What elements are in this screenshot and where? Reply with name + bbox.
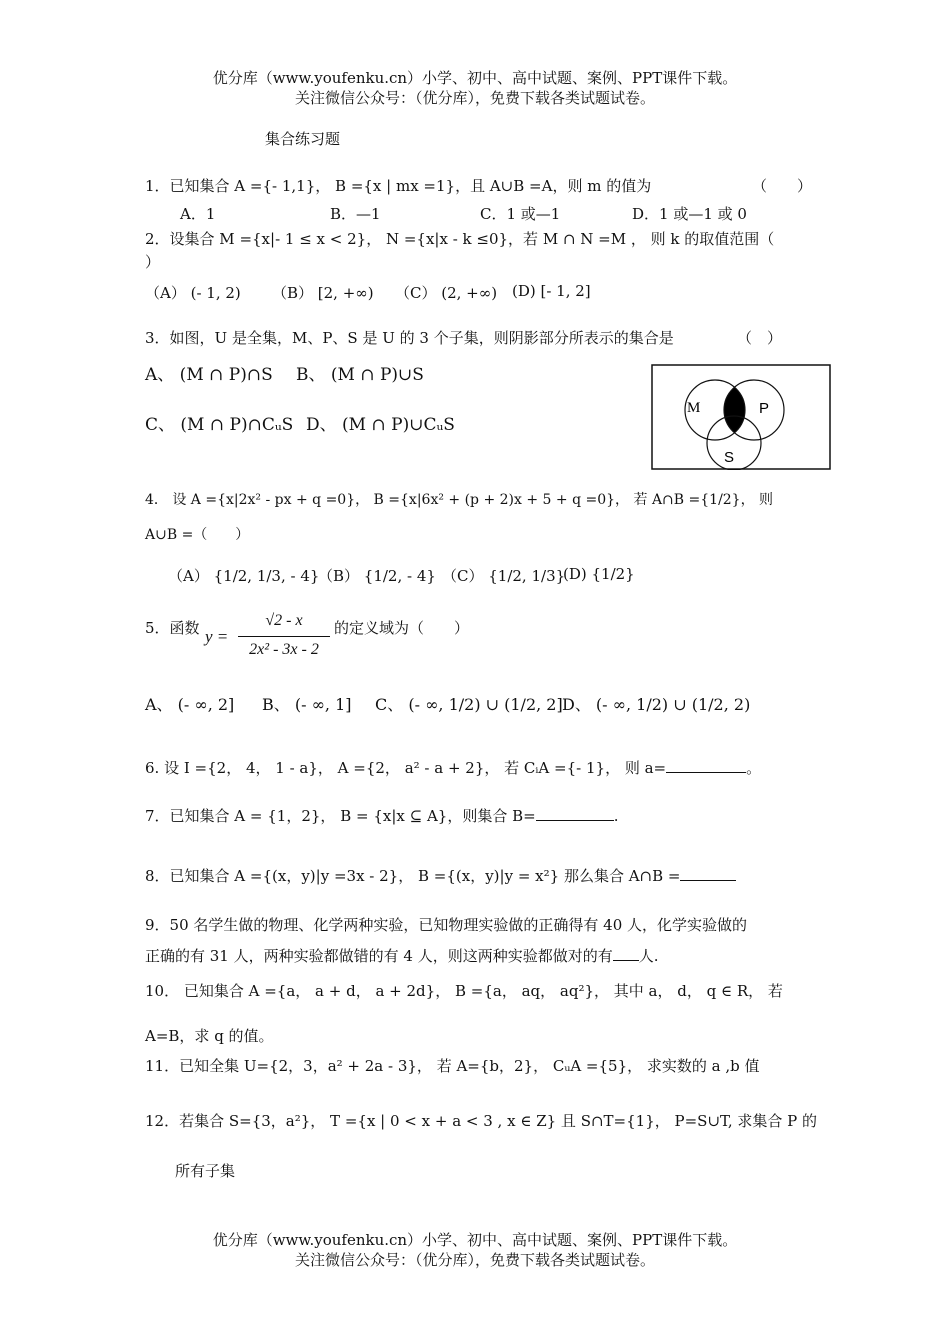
question-2-option-d: (D) [- 1, 2] (512, 282, 591, 300)
question-7-answer-blank[interactable] (536, 820, 614, 821)
question-6-end: 。 (746, 759, 762, 777)
question-2-option-c: （C） (2, +∞) (395, 284, 498, 302)
footer-line-2: 关注微信公众号：（优分库），免费下载各类试题试卷。 (294, 1251, 655, 1269)
question-9-answer-blank[interactable] (613, 960, 639, 961)
header-line-2: 关注微信公众号：（优分库），免费下载各类试题试卷。 (294, 89, 655, 107)
question-8-answer-blank[interactable] (680, 880, 736, 881)
question-4-stem-cont: A∪B =（ ） (145, 527, 250, 543)
question-6 (145, 757, 761, 778)
question-5-stem-pre: 5．函数 (145, 619, 200, 637)
question-5-stem-post: 的定义域为（ ） (334, 619, 470, 637)
question-12-line-2: 所有子集 (175, 1162, 236, 1180)
question-10-line-2: A=B，求 q 的值。 (145, 1027, 274, 1045)
header-line-1: 优分库（www.youfenku.cn）小学、初中、高中试题、案例、PPT课件下载。 (212, 69, 738, 87)
question-1-option-b: B．—1 (330, 205, 381, 223)
question-9-line-1: 9．50 名学生做的物理、化学两种实验，已知物理实验做的正确得有 40 人，化学实验做的 (145, 916, 748, 934)
question-3-option-b: B、 (M ∩ P)∪S (296, 365, 424, 385)
question-2-option-b: （B） [2, +∞) (272, 284, 374, 302)
question-8-text: 8．已知集合 A ={(x，y)|y =3x - 2}， B ={(x，y)|y = x²} 那么集合 A∩B = (145, 867, 681, 885)
question-5-option-c: C、 (- ∞, 1/2) ∪ (1/2, 2] (375, 695, 563, 714)
question-5-option-a: A、 (- ∞, 2] (145, 695, 235, 714)
question-5-option-d: D、 (- ∞, 1/2) ∪ (1/2, 2) (562, 695, 751, 714)
venn-label-p: P (759, 400, 770, 417)
question-1-option-c: C．1 或—1 (480, 205, 561, 223)
footer-line-1: 优分库（www.youfenku.cn）小学、初中、高中试题、案例、PPT课件下载。 (212, 1231, 738, 1249)
question-2-option-a: （A） (- 1, 2) (145, 284, 241, 302)
question-5-formula-lhs: y = (205, 627, 229, 646)
question-4-option-a: （A） {1/2, 1/3, - 4} (168, 567, 320, 585)
question-9-end: 人. (638, 947, 659, 965)
question-4-option-b: （B） {1/2, - 4} (318, 567, 436, 585)
question-3-answer-paren: （ ） (737, 329, 783, 347)
question-5-denominator: 2x² - 3x - 2 (249, 641, 319, 658)
question-1-stem: 1．已知集合 A ={- 1,1}， B ={x | mx =1}，且 A∪B =A，则 m 的值为 (145, 177, 652, 195)
question-6-text: 6. 设 I ={2， 4， 1 - a}， A ={2， a² - a + 2}， 若 CᵢA ={- 1}， 则 a= (145, 759, 667, 777)
question-6-answer-blank[interactable] (666, 772, 746, 773)
question-1-option-a: A．1 (180, 205, 216, 223)
question-3-option-d: D、 (M ∩ P)∪CᵤS (306, 415, 455, 435)
question-10-line-1: 10． 已知集合 A ={a， a + d， a + 2d}， B ={a， aq， aq²}， 其中 a， d， q ∈ R， 若 (145, 982, 783, 1000)
question-9-line-2-text: 正确的有 31 人，两种实验都做错的有 4 人，则这两种实验都做对的有 (145, 947, 613, 965)
question-2-stem-cont: ） (145, 253, 161, 271)
question-5-option-b: B、 (- ∞, 1] (262, 695, 352, 714)
question-5-fraction-bar (238, 636, 330, 637)
question-3-option-c: C、 (M ∩ P)∩CᵤS (145, 415, 294, 435)
venn-label-m: M (687, 400, 701, 416)
venn-diagram (651, 364, 831, 470)
venn-label-s: S (724, 449, 735, 466)
question-4-stem: 4． 设 A ={x|2x² - px + q =0}， B ={x|6x² + (p + 2)x + 5 + q =0}， 若 A∩B ={1/2}， 则 (145, 492, 774, 508)
question-4-option-c: （C） {1/2, 1/3} (442, 567, 566, 585)
question-4-option-d: (D) {1/2} (563, 565, 635, 583)
question-3-stem: 3．如图，U 是全集，M、P、S 是 U 的 3 个子集，则阴影部分所表示的集合是 (145, 329, 674, 347)
question-7-end: . (613, 807, 619, 825)
question-3-option-a: A、 (M ∩ P)∩S (145, 365, 273, 385)
question-5-numerator: √2 - x (265, 612, 303, 629)
question-8 (145, 865, 736, 886)
question-2-stem: 2．设集合 M ={x|- 1 ≤ x < 2}， N ={x|x - k ≤0}，若 M ∩ N =M ， 则 k 的取值范围（ (145, 230, 775, 248)
question-1-answer-paren: （ ） (752, 177, 813, 195)
question-11: 11．已知全集 U={2，3，a² + 2a - 3}， 若 A={b，2}， CᵤA ={5}， 求实数的 a ,b 值 (145, 1057, 760, 1075)
question-7 (145, 805, 618, 826)
question-1-option-d: D．1 或—1 或 0 (632, 205, 747, 223)
question-7-text: 7．已知集合 A = {1，2}， B = {x|x ⊆ A}，则集合 B= (145, 807, 536, 825)
page-title: 集合练习题 (265, 130, 341, 148)
question-9-line-2 (145, 945, 659, 966)
question-12-line-1: 12．若集合 S={3，a²}， T ={x | 0 < x + a < 3 , x ∈ Z} 且 S∩T={1}， P=S∪T, 求集合 P 的 (145, 1112, 817, 1130)
